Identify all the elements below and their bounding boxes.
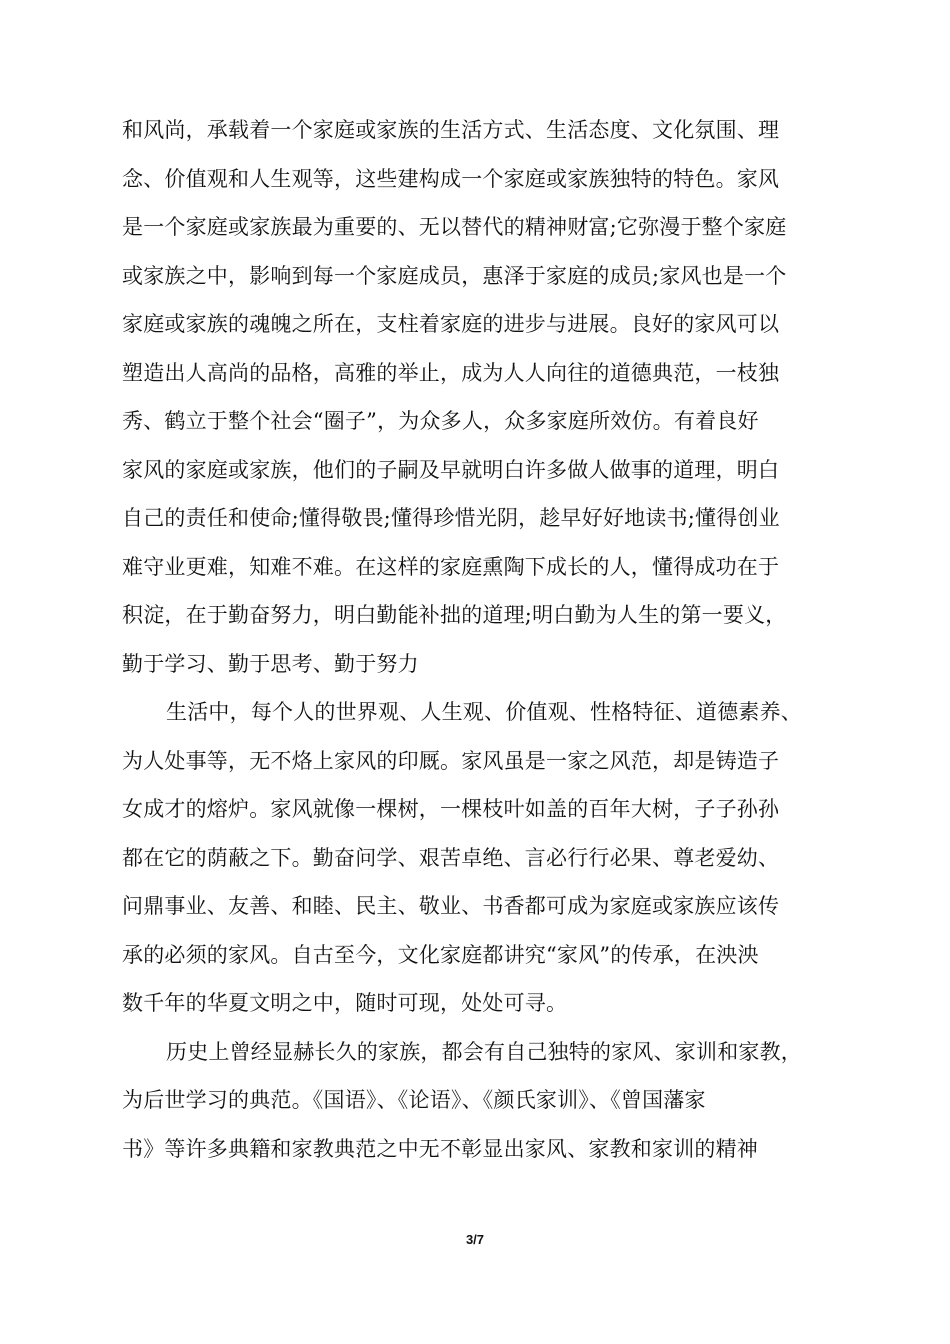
paragraph-2 [122, 688, 842, 1028]
paragraph-line: 家风的家庭或家族，他们的子嗣及早就明白许多做人做事的道理，明白 [122, 457, 780, 482]
paragraph-line: 生活中，每个人的世界观、人生观、价值观、性格特征、道德素养、 [166, 700, 802, 724]
paragraph-line: 数千年的华夏文明之中，随时可现，处处可寻。 [122, 991, 568, 1015]
paragraph-1 [122, 106, 842, 688]
paragraph-line: 念、价值观和人生观等，这些建构成一个家庭或家族独特的特色。家风 [122, 166, 780, 191]
paragraph-line: 塑造出人高尚的品格，高雅的举止，成为人人向往的道德典范，一枝独 [122, 360, 780, 385]
paragraph-line: 积淀，在于勤奋努力，明白勤能补拙的道理;明白勤为人生的第一要义， [122, 603, 787, 627]
paragraph-line: 和风尚，承载着一个家庭或家族的生活方式、生活态度、文化氛围、理 [122, 118, 780, 142]
paragraph-line: 为后世学习的典范。《国语》、《论语》、《颜氏家训》、《曾国藩家 [122, 1088, 706, 1112]
paragraph-line: 难守业更难，知难不难。在这样的家庭熏陶下成长的人，懂得成功在于 [122, 554, 780, 579]
paragraph-line: 是一个家庭或家族最为重要的、无以替代的精神财富;它弥漫于整个家庭 [122, 215, 787, 239]
paragraph-line: 秀、鹤立于整个社会“圈子”，为众多人，众多家庭所效仿。有着良好 [122, 409, 759, 433]
paragraph-3 [122, 1028, 842, 1174]
page-number: 3/7 [465, 1232, 485, 1247]
paragraph-line: 自己的责任和使命;懂得敬畏;懂得珍惜光阴，趁早好好地读书;懂得创业 [122, 506, 780, 530]
paragraph-line: 历史上曾经显赫长久的家族，都会有自己独特的家风、家训和家教， [166, 1039, 802, 1064]
paragraph-line: 或家族之中，影响到每一个家庭成员，惠泽于家庭的成员;家风也是一个 [122, 263, 787, 288]
paragraph-line: 书》等许多典籍和家教典范之中无不彰显出家风、家教和家训的精神 [122, 1136, 758, 1161]
paragraph-line: 女成才的熔炉。家风就像一棵树，一棵枝叶如盖的百年大树，子子孙孙 [122, 797, 780, 821]
paragraph-line: 都在它的荫蔽之下。勤奋问学、艰苦卓绝、言必行行必果、尊老爱幼、 [122, 845, 780, 870]
body-text [122, 106, 842, 1173]
paragraph-line: 承的必须的家风。自古至今，文化家庭都讲究“家风”的传承，在泱泱 [122, 942, 759, 967]
paragraph-line: 家庭或家族的魂魄之所在，支柱着家庭的进步与进展。良好的家风可以 [122, 312, 780, 336]
paragraph-line: 问鼎事业、友善、和睦、民主、敬业、书香都可成为家庭或家族应该传 [122, 894, 780, 918]
paragraph-line: 勤于学习、勤于思考、勤于努力 [122, 651, 419, 676]
paragraph-line: 为人处事等，无不烙上家风的印厩。家风虽是一家之风范，却是铸造子 [122, 748, 780, 773]
